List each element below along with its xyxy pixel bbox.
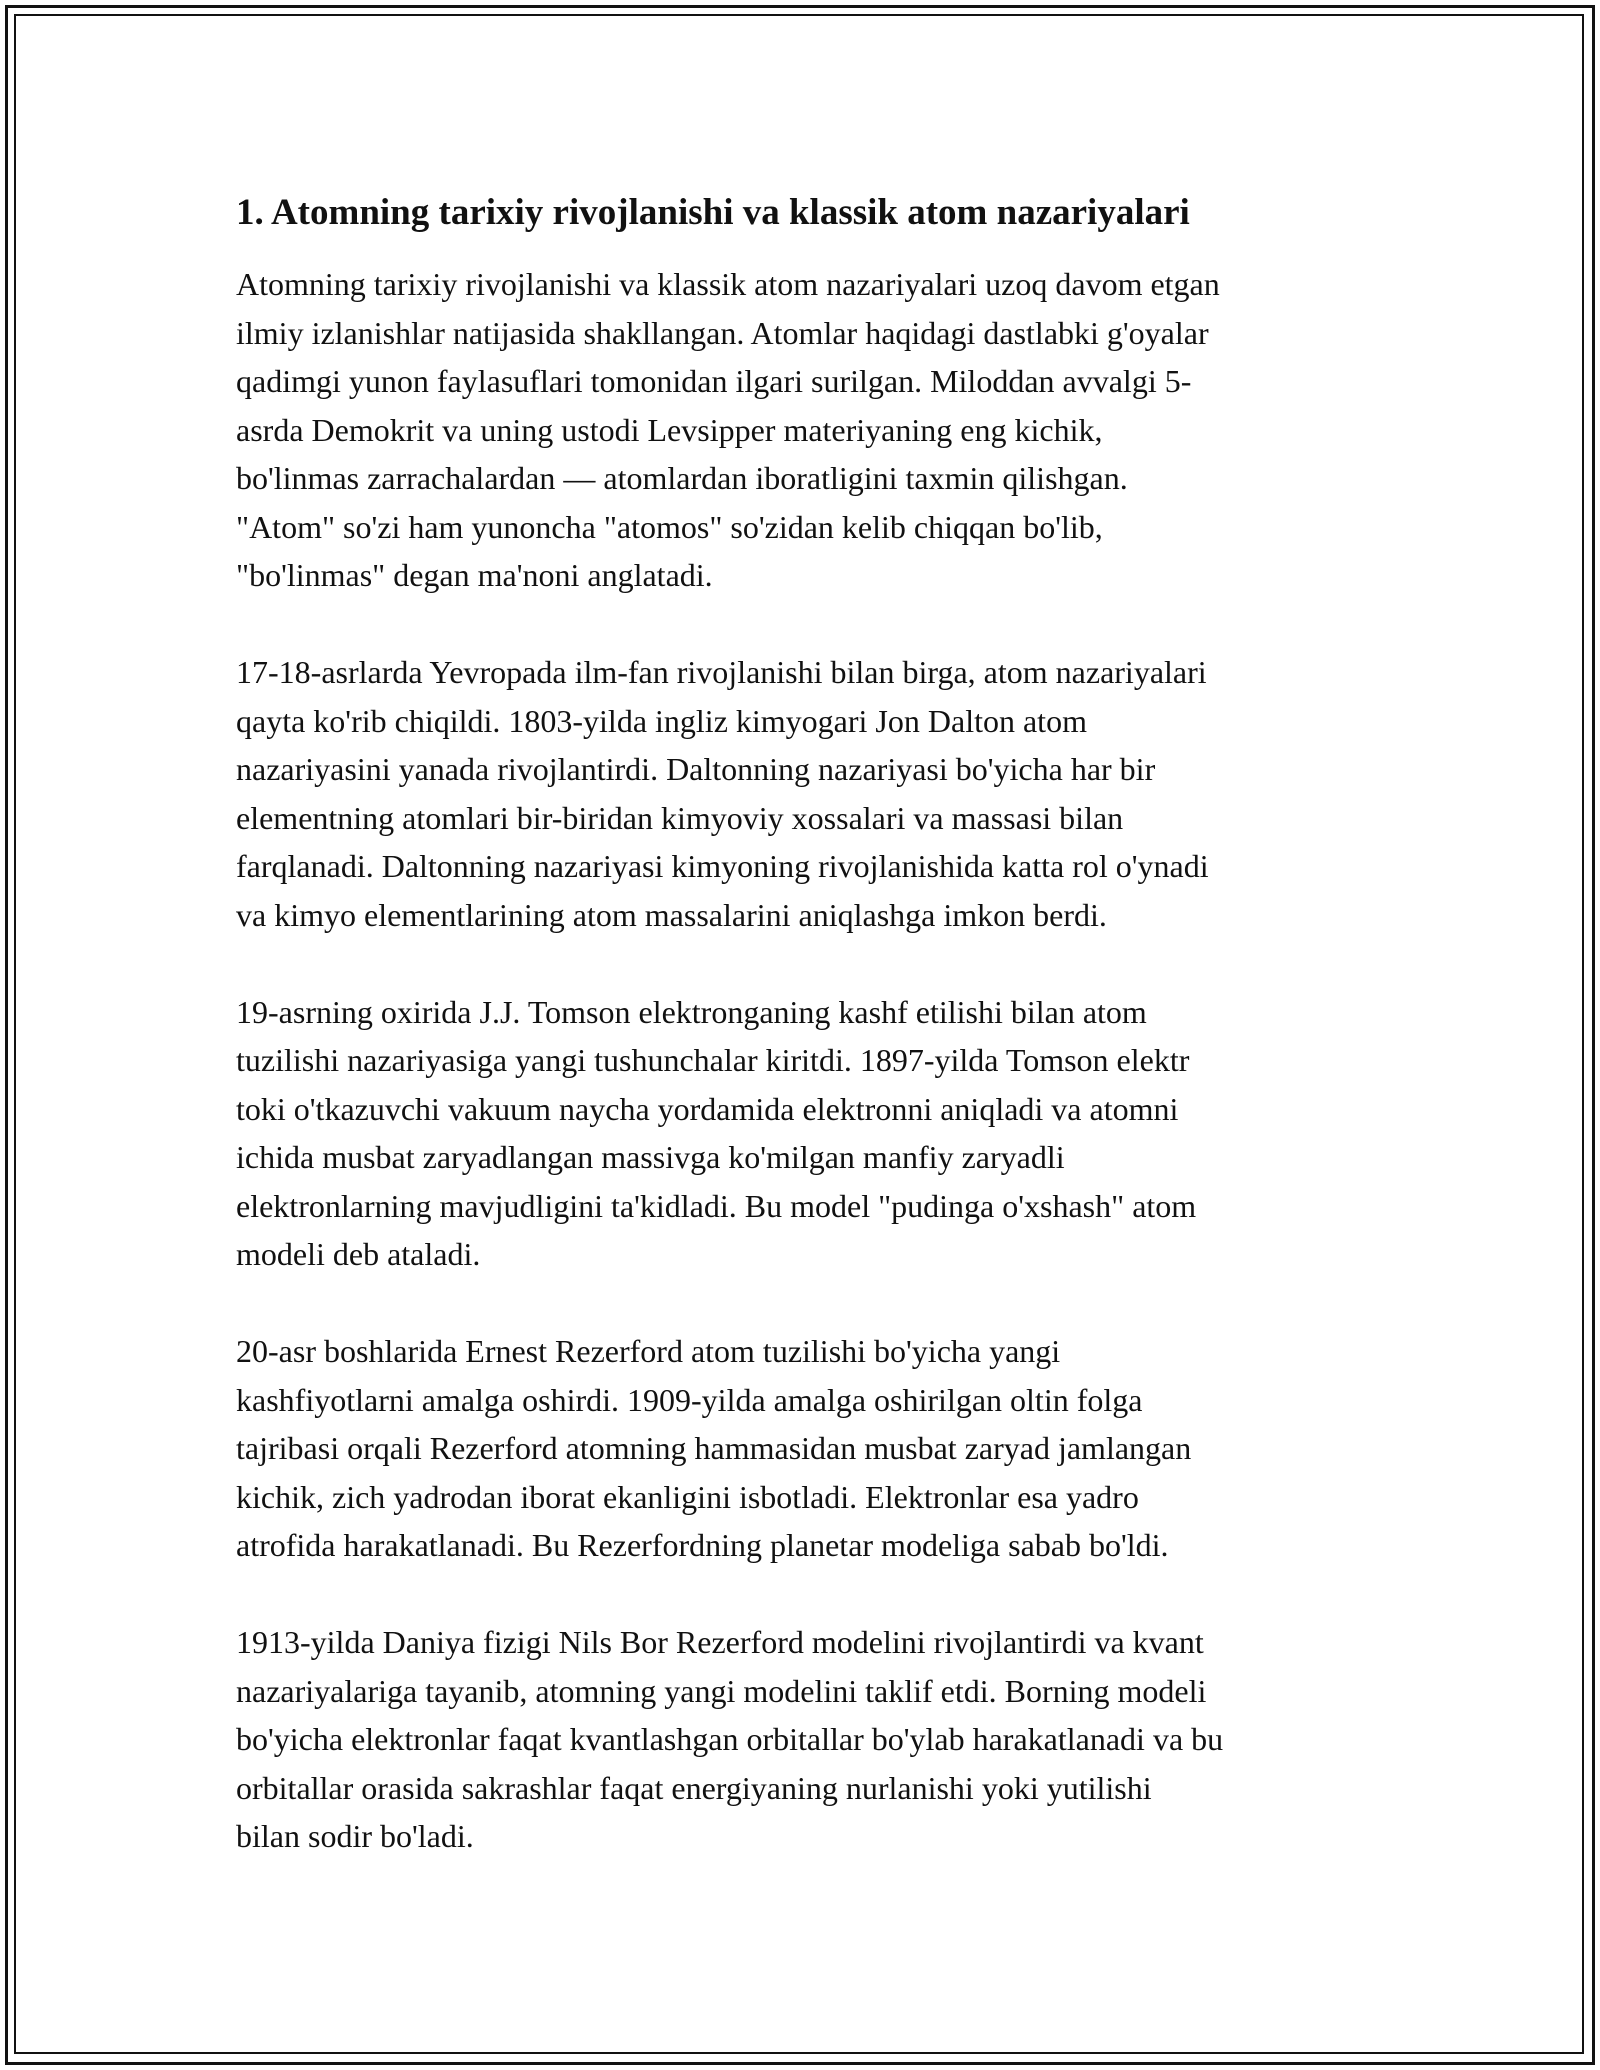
paragraph-rutherford-model bbox=[236, 1327, 1396, 1570]
document-body bbox=[236, 188, 1396, 1909]
text-line: "Atom" so'zi ham yunoncha "atomos" so'zidan kelib chiqqan bo'lib, bbox=[236, 508, 1103, 545]
text-line: kashfiyotlarni amalga oshirdi. 1909-yilda amalga oshirilgan oltin folga bbox=[236, 1381, 1143, 1418]
text-line: 1913-yilda Daniya fizigi Nils Bor Rezerford modelini rivojlantirdi va kvant bbox=[236, 1624, 1204, 1660]
text-line: nazariyasini yanada rivojlantirdi. Daltonning nazariyasi bo'yicha har bir bbox=[236, 751, 1156, 787]
text-line: tajribasi orqali Rezerford atomning hammasidan musbat zaryad jamlangan bbox=[236, 1430, 1192, 1466]
text-line: 20-asr boshlarida Ernest Rezerford atom tuzilishi bo'yicha yangi bbox=[236, 1333, 1061, 1369]
text-line: modeli deb ataladi. bbox=[236, 1236, 481, 1272]
text-line: qayta ko'rib chiqildi. 1803-yilda ingliz kimyogari Jon Dalton atom bbox=[236, 702, 1087, 739]
text-line: bilan sodir bo'ladi. bbox=[236, 1818, 474, 1854]
text-line: kichik, zich yadrodan iborat ekanligini isbotladi. Elektronlar esa yadro bbox=[236, 1478, 1139, 1515]
text-line: tuzilishi nazariyasiga yangi tushunchalar kiritdi. 1897-yilda Tomson elektr bbox=[236, 1042, 1190, 1078]
text-line: bo'linmas zarrachalardan — atomlardan iboratligini taxmin qilishgan. bbox=[236, 460, 1128, 496]
text-line: ilmiy izlanishlar natijasida shakllangan. Atomlar haqidagi dastlabki g'oyalar bbox=[236, 314, 1209, 351]
paragraph-dalton-theory bbox=[236, 648, 1396, 939]
text-line: nazariyalariga tayanib, atomning yangi modelini taklif etdi. Borning modeli bbox=[236, 1672, 1207, 1709]
text-line: va kimyo elementlarining atom massalarini aniqlashga imkon berdi. bbox=[236, 896, 1107, 933]
text-line: qadimgi yunon faylasuflari tomonidan ilgari surilgan. Miloddan avvalgi 5- bbox=[236, 363, 1192, 399]
text-line: asrda Demokrit va uning ustodi Levsipper materiyaning eng kichik, bbox=[236, 411, 1103, 448]
text-line: Atomning tarixiy rivojlanishi va klassik atom nazariyalari uzoq davom etgan bbox=[236, 266, 1220, 302]
section-heading: 1. Atomning tarixiy rivojlanishi va klassik atom nazariyalari bbox=[236, 192, 1190, 233]
paragraph-ancient-atomism bbox=[236, 260, 1396, 600]
text-line: elektronlarning mavjudligini ta'kidladi. Bu model "pudinga o'xshash" atom bbox=[236, 1187, 1197, 1224]
paragraph-thomson-model bbox=[236, 988, 1396, 1279]
text-line: ichida musbat zaryadlangan massivga ko'milgan manfiy zaryadli bbox=[236, 1139, 1065, 1175]
text-line: 17-18-asrlarda Yevropada ilm-fan rivojlanishi bilan birga, atom nazariyalari bbox=[236, 654, 1207, 690]
text-line: atrofida harakatlanadi. Bu Rezerfordning planetar modeliga sabab bo'ldi. bbox=[236, 1527, 1169, 1563]
text-line: farqlanadi. Daltonning nazariyasi kimyoning rivojlanishida katta rol o'ynadi bbox=[236, 848, 1209, 884]
text-line: "bo'linmas" degan ma'noni anglatadi. bbox=[236, 557, 713, 593]
text-line: 19-asrning oxirida J.J. Tomson elektronganing kashf etilishi bilan atom bbox=[236, 993, 1147, 1030]
paragraph-bohr-model bbox=[236, 1618, 1396, 1861]
text-line: orbitallar orasida sakrashlar faqat energiyaning nurlanishi yoki yutilishi bbox=[236, 1769, 1152, 1806]
text-line: elementning atomlari bir-biridan kimyoviy xossalari va massasi bilan bbox=[236, 799, 1124, 836]
text-line: bo'yicha elektronlar faqat kvantlashgan orbitallar bo'ylab harakatlanadi va bu bbox=[236, 1721, 1224, 1757]
text-line: toki o'tkazuvchi vakuum naycha yordamida elektronni aniqladi va atomni bbox=[236, 1090, 1179, 1127]
